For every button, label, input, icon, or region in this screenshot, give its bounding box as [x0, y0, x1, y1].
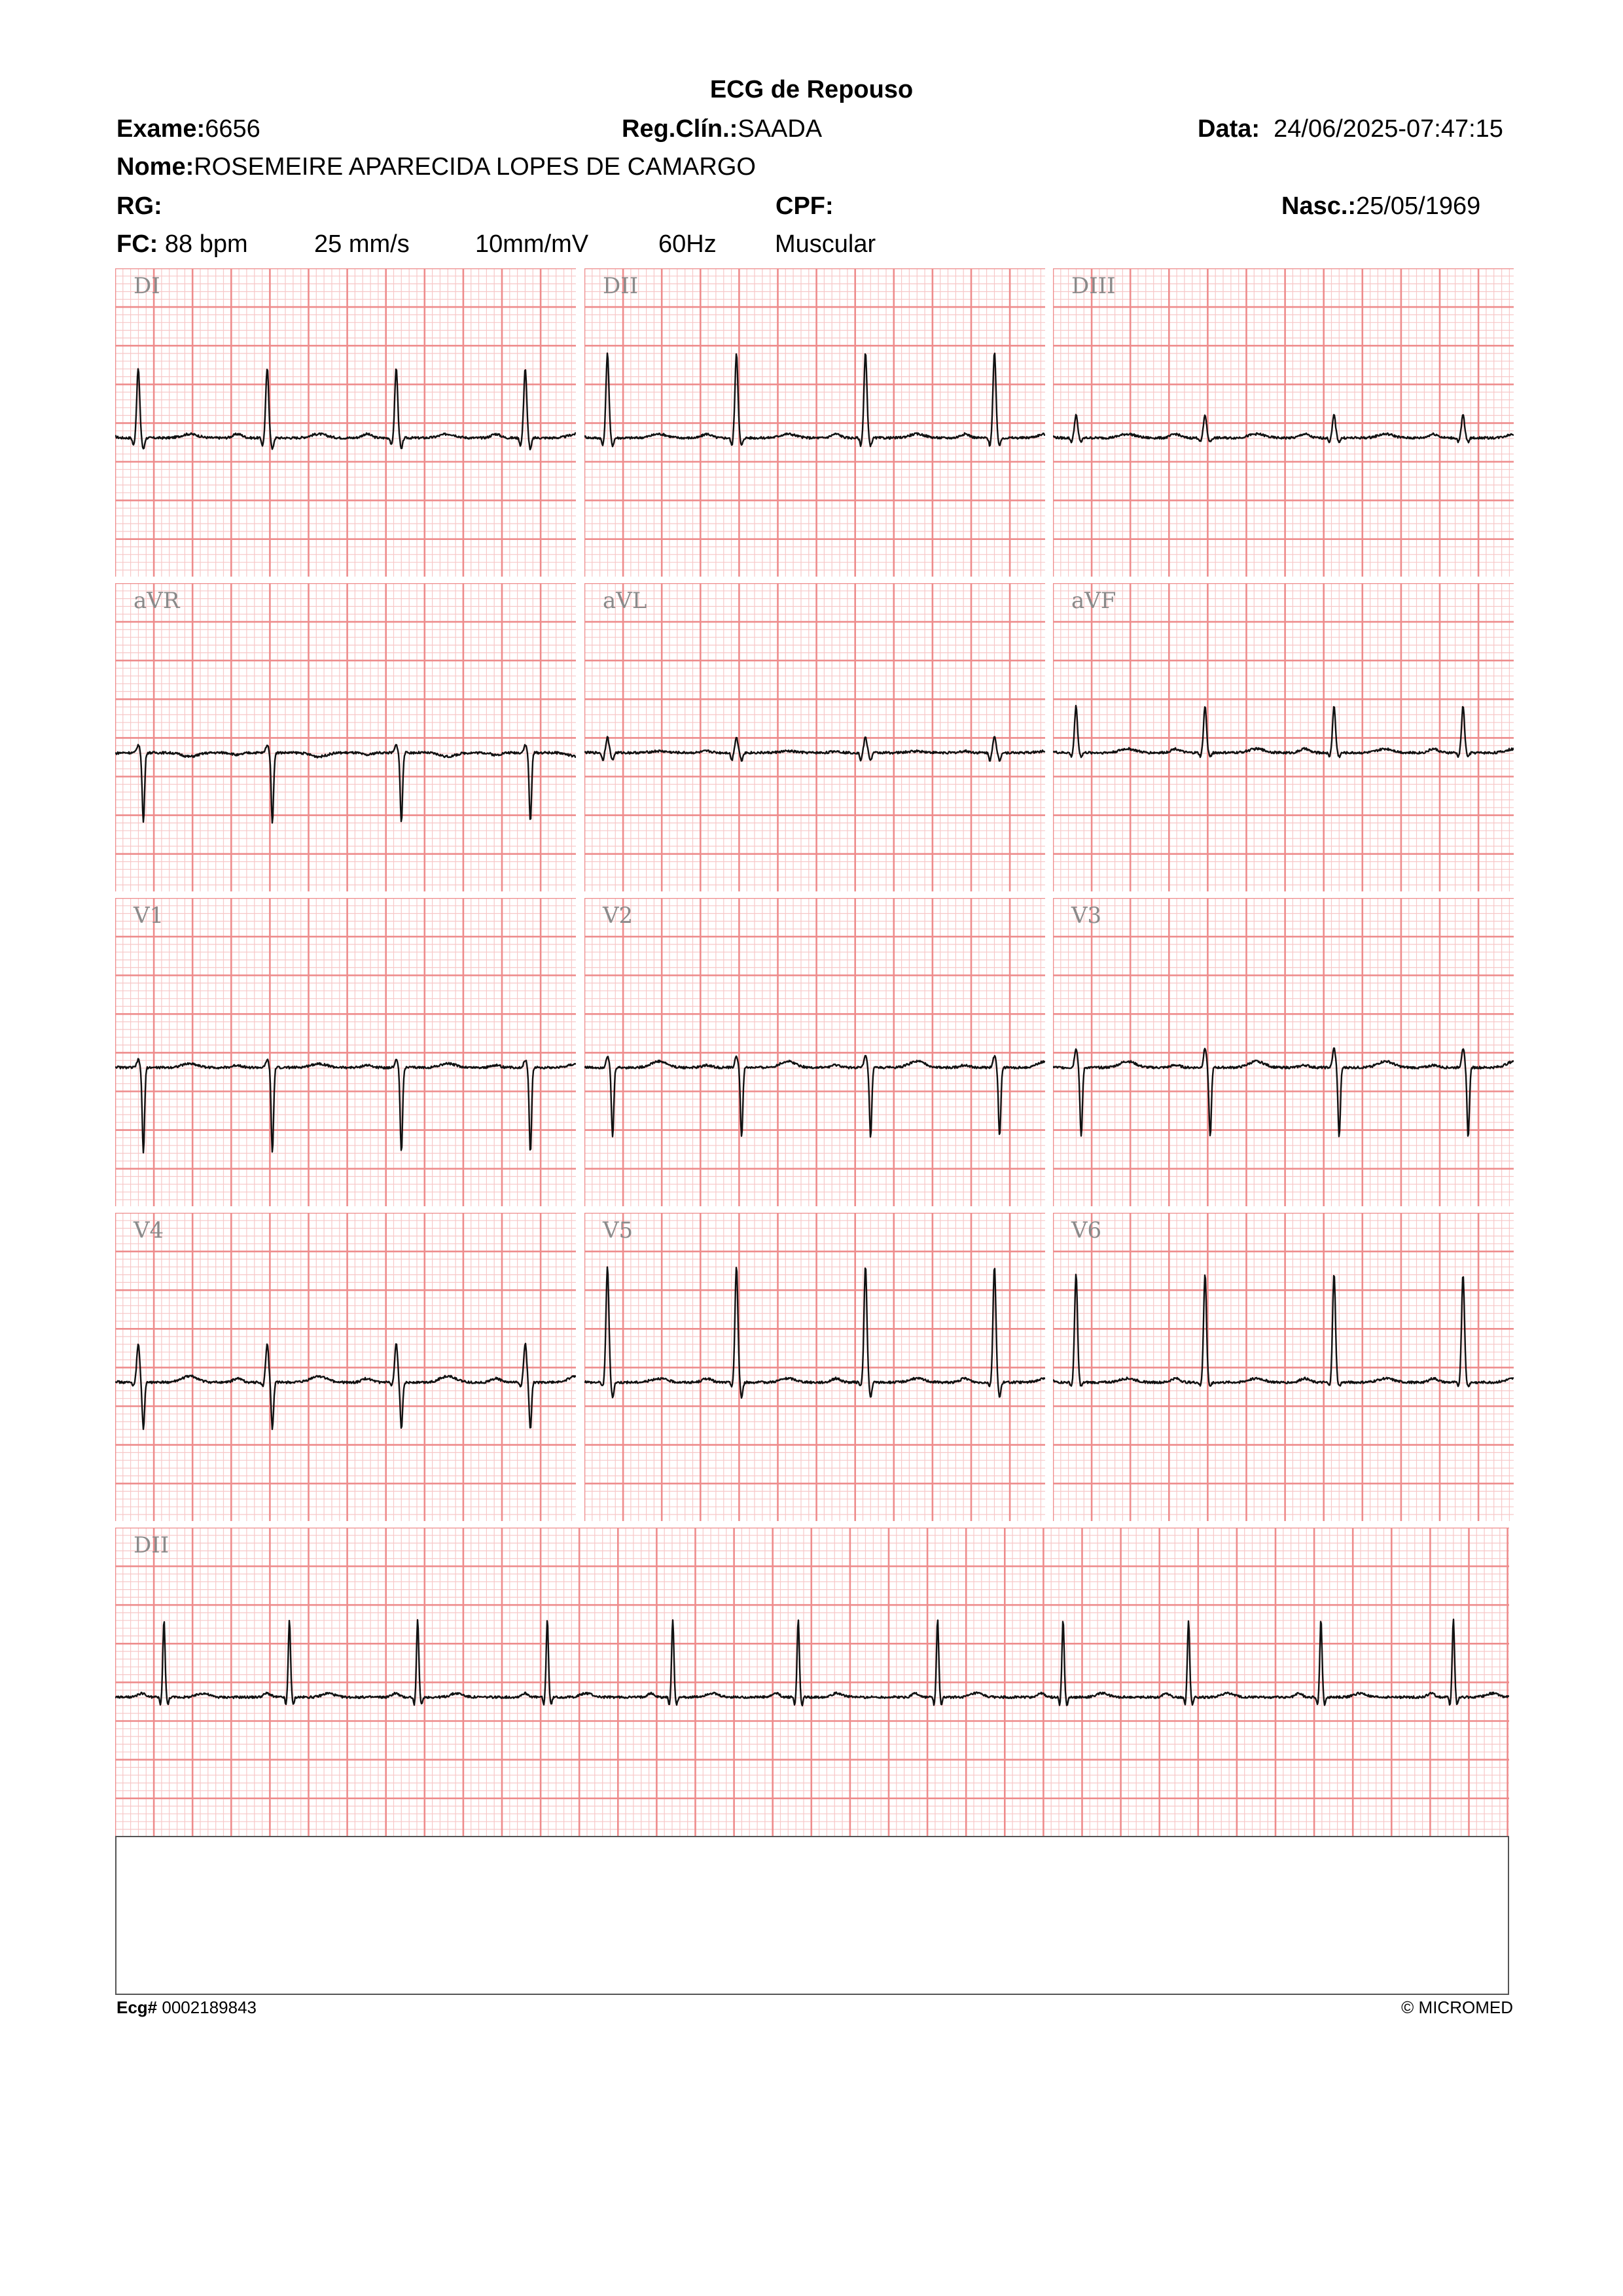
- lead-label: V5: [603, 1217, 633, 1244]
- fc-field: [116, 230, 248, 259]
- lead-panel-v6-svg: [1053, 1213, 1514, 1521]
- regclin-value: SAADA: [738, 115, 823, 143]
- lead-panel-diii-svg: [1053, 268, 1514, 577]
- lead-panel-dii-svg: [584, 268, 1045, 577]
- fc-value: 88 bpm: [164, 230, 248, 258]
- lead-label: V3: [1071, 903, 1102, 929]
- exame-value: 6656: [205, 115, 260, 143]
- lead-label: V6: [1071, 1217, 1102, 1244]
- data-label: Data:: [1198, 115, 1260, 143]
- lead-panel-v1: [115, 898, 576, 1206]
- cpf-field: [776, 192, 834, 221]
- lead-label: V4: [134, 1217, 164, 1244]
- lead-panel-v4-svg: [115, 1213, 576, 1521]
- rg-label: RG:: [116, 192, 162, 220]
- lead-panel-diii: [1053, 268, 1514, 577]
- rg-field: [116, 192, 162, 221]
- nome-field: [116, 153, 756, 181]
- lead-panel-avl: [584, 583, 1045, 891]
- nome-value: ROSEMEIRE APARECIDA LOPES DE CAMARGO: [194, 153, 756, 181]
- lead-panel-avr: [115, 583, 576, 891]
- gain-value: 10mm/mV: [475, 230, 589, 258]
- lead-panel-v1-svg: [115, 898, 576, 1206]
- lead-label: DIII: [1071, 273, 1116, 299]
- lead-panel-avr-svg: [115, 583, 576, 891]
- lead-panel-avf: [1053, 583, 1514, 891]
- fc-label: FC:: [116, 230, 158, 258]
- lead-label: DI: [134, 273, 160, 299]
- nome-label: Nome:: [116, 153, 194, 181]
- lead-panel-di: [115, 268, 576, 577]
- copyright: © MICROMED: [1401, 1998, 1513, 2017]
- lead-label: V2: [603, 903, 633, 929]
- lead-panel-v2-svg: [584, 898, 1045, 1206]
- lead-panel-avl-svg: [584, 583, 1045, 891]
- lead-panel-avf-svg: [1053, 583, 1514, 891]
- lead-label: DII: [134, 1532, 169, 1558]
- notes-box: [115, 1836, 1509, 1995]
- cpf-label: CPF:: [776, 192, 834, 220]
- lead-label: V1: [134, 903, 164, 929]
- lead-panel-v6: [1053, 1213, 1514, 1521]
- rhythm-strip-dii-svg: [115, 1528, 1509, 1836]
- exame-field: [116, 115, 260, 143]
- nasc-label: Nasc.:: [1281, 192, 1357, 220]
- lead-panel-v3-svg: [1053, 898, 1514, 1206]
- regclin-label: Reg.Clín.:: [622, 115, 738, 143]
- regclin-field: [622, 115, 822, 143]
- ecg-number-value: 0002189843: [162, 1998, 257, 2017]
- lead-panel-di-svg: [115, 268, 576, 577]
- data-field: [1198, 115, 1503, 143]
- report-title: ECG de Repouso: [709, 76, 914, 103]
- ecg-number: [116, 1998, 257, 2018]
- speed-value: 25 mm/s: [314, 230, 410, 258]
- lead-panel-v5: [584, 1213, 1045, 1521]
- lead-panel-v2: [584, 898, 1045, 1206]
- lead-panel-v4: [115, 1213, 576, 1521]
- lead-panel-v3: [1053, 898, 1514, 1206]
- lead-panel-v5-svg: [584, 1213, 1045, 1521]
- lead-label: aVF: [1071, 588, 1116, 614]
- rhythm-strip-dii: [115, 1528, 1509, 1836]
- data-value: 24/06/2025-07:47:15: [1274, 115, 1503, 143]
- lead-label: aVL: [603, 588, 647, 614]
- lead-label: DII: [603, 273, 639, 299]
- ecg-number-label: Ecg#: [116, 1998, 158, 2017]
- lead-label: aVR: [134, 588, 180, 614]
- nasc-value: 25/05/1969: [1356, 192, 1481, 220]
- nasc-field: [1281, 192, 1480, 221]
- filter-type-value: Muscular: [775, 230, 876, 258]
- filter-hz-value: 60Hz: [658, 230, 717, 258]
- lead-panel-dii: [584, 268, 1045, 577]
- exame-label: Exame:: [116, 115, 205, 143]
